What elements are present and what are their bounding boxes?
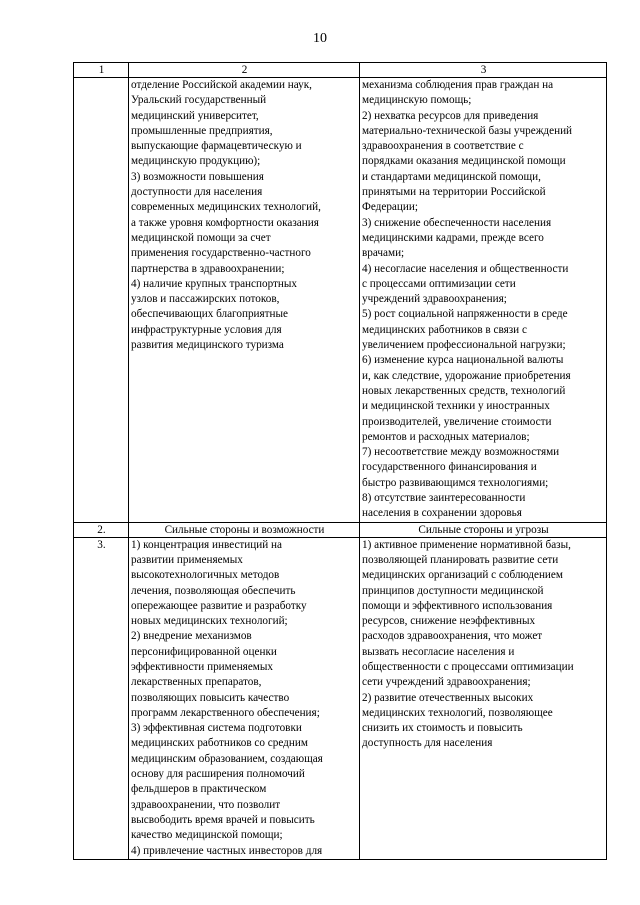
text-line: сети учреждений здравоохранения; — [362, 676, 531, 689]
swot-table — [73, 62, 607, 860]
column-header-2: 2 — [129, 63, 360, 78]
text-line: 8) отсутствие заинтересованности — [362, 492, 526, 505]
section-heading-cell: Сильные стороны и возможности — [129, 522, 360, 537]
text-line: доступности для населения — [131, 186, 263, 199]
text-line: медицинских технологий, позволяющее — [362, 706, 553, 719]
section-heading-cell: Сильные стороны и угрозы — [360, 522, 607, 537]
threats-cell — [360, 78, 607, 523]
text-line: 6) изменение курса национальной валюты — [362, 354, 564, 367]
text-line: высвободить время врачей и повысить — [131, 813, 315, 826]
text-line: применения государственно-частного — [131, 247, 311, 260]
text-line: снизить их стоимость и повысить — [362, 722, 523, 735]
text-line: медицинскими кадрами, прежде всего — [362, 231, 544, 244]
text-line: материально-технической базы учреждений — [362, 124, 573, 137]
text-line: медицинский университет, — [131, 109, 259, 122]
text-line: 1) концентрация инвестиций на — [131, 538, 282, 551]
text-line: принципов доступности медицинской — [362, 584, 544, 597]
text-line: Федерации; — [362, 201, 418, 214]
text-line: производителей, увеличение стоимости — [362, 415, 552, 428]
text-line: обеспечивающих благоприятные — [131, 308, 289, 321]
text-line: и, как следствие, удорожание приобретения — [362, 369, 571, 382]
text-line: промышленные предприятия, — [131, 124, 273, 137]
text-line: и медицинской техники у иностранных — [362, 400, 550, 413]
text-line: развитии применяемых — [131, 553, 243, 566]
row-number-cell: 2. — [74, 522, 129, 537]
text-line: и стандартами медицинской помощи, — [362, 170, 541, 183]
text-line: расходов здравоохранения, что может — [362, 630, 543, 643]
text-line: а также уровня комфортности оказания — [131, 216, 319, 229]
text-line: современных медицинских технологий, — [131, 201, 321, 214]
text-line: механизма соблюдения прав граждан на — [362, 79, 554, 91]
text-line: медицинской помощи за счет — [131, 231, 271, 244]
text-line: узлов и пассажирских потоков, — [131, 293, 280, 306]
threats-mitigation-cell — [360, 537, 607, 859]
text-line: программ лекарственного обеспечения; — [131, 706, 320, 719]
text-line: 2) нехватка ресурсов для приведения — [362, 109, 539, 122]
text-line: инфраструктурные условия для — [131, 323, 282, 336]
text-line: медицинским образованием, создающая — [131, 752, 323, 765]
text-line: медицинских организаций с соблюдением — [362, 569, 563, 582]
text-line: 4) привлечение частных инвесторов для — [131, 844, 323, 857]
text-line: 3) возможности повышения — [131, 170, 264, 183]
text-line: 3) снижение обеспеченности населения — [362, 216, 552, 229]
table-row — [74, 78, 607, 523]
text-line: эффективности применяемых — [131, 660, 273, 673]
text-line: медицинских работников в связи с — [362, 323, 527, 336]
text-line: медицинскую продукцию); — [131, 155, 261, 168]
text-line: учреждений здравоохранения; — [362, 293, 507, 306]
text-line: фельдшеров в практическом — [131, 783, 267, 796]
text-line: 4) несогласие населения и общественности — [362, 262, 569, 275]
text-line: высокотехнологичных методов — [131, 569, 280, 582]
text-line: вызвать несогласие населения и — [362, 645, 515, 658]
text-line: медицинскую помощь; — [362, 94, 472, 107]
column-header-3: 3 — [360, 63, 607, 78]
text-line: здравоохранении, что позволит — [131, 798, 281, 811]
row-number-cell — [74, 78, 129, 523]
text-line: населения в сохранении здоровья — [362, 507, 522, 520]
text-line: 5) рост социальной напряженности в среде — [362, 308, 568, 321]
text-line: выпускающие фармацевтическую и — [131, 140, 302, 153]
text-line: качество медицинской помощи; — [131, 829, 283, 842]
text-line: принятыми на территории Российской — [362, 186, 546, 199]
text-line: государственного финансирования и — [362, 461, 537, 474]
strengths-cell — [129, 78, 360, 523]
text-line: партнерства в здравоохранении; — [131, 262, 285, 275]
text-line: отделение Российской академии наук, — [131, 79, 312, 91]
text-line: медицинских работников со средним — [131, 737, 308, 750]
text-line: позволяющих повысить качество — [131, 691, 290, 704]
text-line: ремонтов и расходных материалов; — [362, 430, 530, 443]
text-line: персонифицированной оценки — [131, 645, 277, 658]
text-line: с процессами оптимизации сети — [362, 277, 516, 290]
text-line: увеличением профессиональной нагрузки; — [362, 339, 566, 352]
text-line: основу для расширения полномочий — [131, 768, 305, 781]
column-header-1: 1 — [74, 63, 129, 78]
text-line: 2) развитие отечественных высоких — [362, 691, 534, 704]
text-line: ресурсов, снижение неэффективных — [362, 615, 536, 628]
table-row — [74, 537, 607, 859]
row-number-cell: 3. — [74, 537, 129, 859]
page-number: 10 — [313, 31, 327, 46]
text-line: врачами; — [362, 247, 405, 260]
text-line: порядками оказания медицинской помощи — [362, 155, 566, 168]
table-header-row — [74, 63, 607, 78]
text-line: здравоохранения в соответствие с — [362, 140, 524, 153]
text-line: 3) эффективная система подготовки — [131, 722, 302, 735]
text-line: развития медицинского туризма — [131, 339, 284, 352]
text-line: помощи и эффективного использования — [362, 599, 553, 612]
text-line: Уральский государственный — [131, 94, 267, 107]
text-line: 7) несоответствие между возможностями — [362, 446, 560, 459]
text-line: 2) внедрение механизмов — [131, 630, 252, 643]
text-line: 4) наличие крупных транспортных — [131, 277, 298, 290]
text-line: 1) активное применение нормативной базы, — [362, 538, 571, 551]
text-line: позволяющей планировать развитие сети — [362, 553, 559, 566]
text-line: быстро развивающимся технологиями; — [362, 476, 549, 489]
text-line: общественности с процессами оптимизации — [362, 660, 574, 673]
table-row — [74, 522, 607, 537]
opportunities-cell — [129, 537, 360, 859]
text-line: новых медицинских технологий; — [131, 615, 288, 628]
text-line: опережающее развитие и разработку — [131, 599, 307, 612]
text-line: доступность для населения — [362, 737, 493, 750]
text-line: лекарственных препаратов, — [131, 676, 262, 689]
text-line: лечения, позволяющая обеспечить — [131, 584, 296, 597]
text-line: новых лекарственных средств, технологий — [362, 384, 566, 397]
